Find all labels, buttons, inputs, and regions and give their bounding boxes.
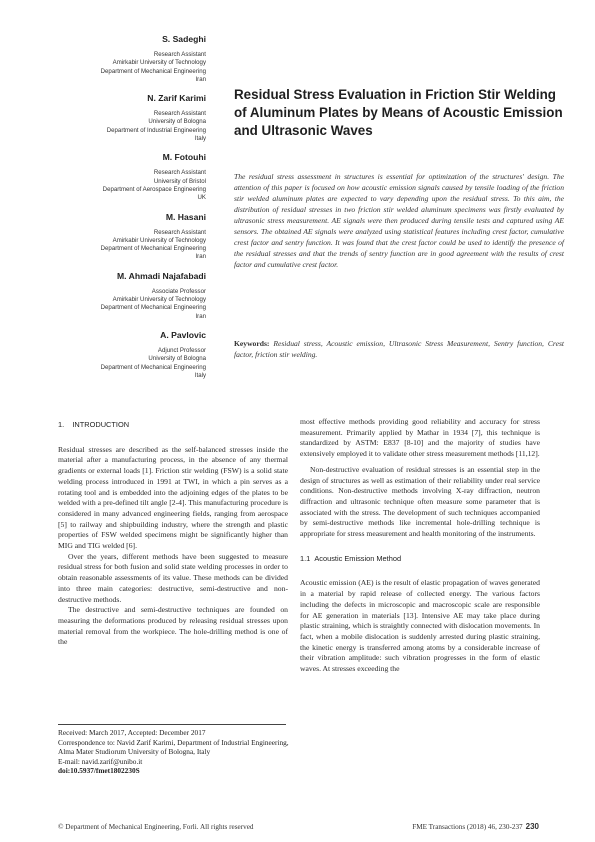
affiliation-line: Research Assistant	[153, 51, 206, 58]
page-number: 230	[525, 822, 539, 831]
author-name: M. Fotouhi	[162, 152, 206, 163]
section-heading: 1. INTRODUCTION	[58, 420, 130, 429]
affiliation-line: University of Bristol	[153, 177, 206, 185]
keywords	[234, 338, 564, 360]
author-affiliation	[40, 288, 206, 321]
paragraph: Residual stresses are described as the self-balanced stresses inside the material after a manufacturing process, in the absence of any thermal gradients or external loads [1]. Friction stir welding (FSW) is a solid state welding process introduced in 1991 at TWI, in which a pin serves as a rotating tool and is embedded into the adjoining edges of the plates to be welded with a pre-defined tilt angle [2-4]. This manufacturing procedure is considered in many advanced engineering fields, ranging from aerospace [5] to railway and shipbuilding industry, where the strength and plastic properties of FSW welded specimens might be significantly higher than MIG and TIG welded [6].	[58, 444, 288, 551]
body-column-right	[300, 417, 540, 675]
journal-citation: FME Transactions (2018) 46, 230-237	[412, 823, 523, 831]
author-block	[40, 34, 206, 84]
author-block	[40, 330, 206, 380]
subsection-heading: 1.1 Acoustic Emission Method	[300, 553, 402, 563]
affiliation-line: Research Assistant	[153, 228, 206, 236]
affiliation-line: UK	[197, 194, 206, 202]
affiliation-line: Amirkabir University of Technology	[112, 296, 206, 304]
author-name: M. Hasani	[165, 211, 206, 222]
affiliation-line: University of Bologna	[148, 355, 206, 363]
author-affiliation	[40, 110, 206, 143]
doi: doi:10.5937/fmet1802230S	[58, 766, 140, 776]
affiliation-line: Iran	[195, 75, 206, 83]
affiliation-line: University of Bologna	[148, 118, 206, 126]
affiliation-line: Italy	[194, 135, 206, 143]
author-affiliation	[40, 347, 206, 380]
body-column-left	[58, 417, 288, 648]
footnote	[58, 728, 298, 776]
paragraph: The destructive and semi-destructive techniques are founded on measuring the deformations produced by releasing residual stresses upon material removal from the workpiece. The hole-drilling method is one of the	[58, 605, 288, 647]
author-affiliation	[40, 169, 206, 202]
correspondence: Correspondence to: Navid Zarif Karimi, Department of Industrial Engineering, Alma Mater Studiorum University of Bologna, Italy	[58, 737, 289, 757]
affiliation-line: Amirkabir University of Technology	[112, 236, 206, 244]
keywords-text: Residual stress, Acoustic emission, Ultrasonic Stress Measurement, Sentry function, Crest factor, friction stir welding.	[234, 339, 565, 359]
author-name: A. Pavlovic	[160, 329, 206, 340]
received-date: Received: March 2017, Accepted: December 2017	[58, 728, 206, 737]
author-name: N. Zarif Karimi	[147, 93, 206, 104]
paragraph: Over the years, different methods have been suggested to measure residual stress for both fusion and solid state welding processes in order to obtain reasonable assessments of its value. These methods can be divided into three main categories: destructive, semi-destructive and non-destructive methods.	[58, 551, 288, 604]
paragraph: Acoustic emission (AE) is the result of elastic propagation of waves generated in a material by rapid release of collected energy. The various factors including the defects in microscopic and macroscopic scale are responsible for AE generation in materials [13]. Intensive AE may take place during plastic straining, which is straightly connected with dislocation movements. In fact, when a mobile dislocation is suddenly arrested during plastic straining, the kinetic energy is transferred among atoms by a considerable increase of their vibration amplitude: such vibration progresses in the form of elastic waves. At stresses exceeding the	[300, 578, 540, 674]
author-block	[40, 93, 206, 143]
paragraph: most effective methods providing good reliability and accuracy for stress measurement. Primarily applied by Mathar in 1934 [7], this technique is standardized by ASTM: E837 [8-10] and the majority of studies have extensively employed it to validate other stress measurement methods [11,12].	[300, 417, 540, 459]
affiliation-line: Italy	[194, 371, 206, 379]
email: E-mail: navid.zarif@unibo.it	[58, 756, 143, 766]
affiliation-line: Associate Professor	[151, 287, 206, 295]
author-name: S. Sadeghi	[162, 34, 206, 44]
affiliation-line: Amirkabir University of Technology	[112, 59, 206, 67]
author-block	[40, 212, 206, 262]
affiliation-line: Department of Industrial Engineering	[106, 126, 206, 134]
copyright-notice: © Department of Mechanical Engineering, Forli. All rights reserved	[58, 823, 254, 831]
affiliation-line: Department of Mechanical Engineering	[100, 304, 206, 312]
affiliation-line: Iran	[195, 253, 206, 261]
affiliation-line: Department of Mechanical Engineering	[100, 245, 206, 253]
affiliation-line: Iran	[195, 312, 206, 320]
author-affiliation	[40, 51, 206, 84]
affiliation-line: Department of Mechanical Engineering	[100, 67, 206, 75]
journal-footer	[412, 822, 539, 831]
paper-title: Residual Stress Evaluation in Friction Stir Welding of Aluminum Plates by Means of Acoustic Emission and Ultrasonic Waves	[234, 87, 563, 138]
author-list	[40, 34, 206, 389]
keywords-label: Keywords:	[234, 339, 270, 348]
affiliation-line: Department of Mechanical Engineering	[100, 363, 206, 371]
abstract: The residual stress assessment in structures is essential for optimization of the structures' design. The attention of this paper is focused on how acoustic emission signals caused by tensile loading of the friction stir welded aluminum plates are expected to vary depending upon the residual stress. To this aim, the distribution of residual stresses in two friction stir welded aluminum specimens was firstly evaluated by ultrasonic stress measurement. AE signals were then produced during tensile tests and captured using AE sensors. The obtained AE signals were analyzed using statistical features including crest factor, cumulative crest factor and sentry function. It was found that the crest factor could be used to identify the presence of the residual stresses and that the trends of sentry function are in good agreement with the results of crest factor and cumulative crest factor.	[234, 172, 564, 269]
affiliation-line: Adjunct Professor	[157, 346, 206, 354]
affiliation-line: Research Assistant	[153, 110, 206, 118]
paragraph: Non-destructive evaluation of residual stresses is an essential step in the design of structures as well as estimation of their reliability under real service conditions. Non-destructive methods involving X-ray diffraction, neutron diffraction and ultrasonic technique often measure some parameter that is associated with the stress. The development of such techniques accompanied by semi-destructive methods like incremental hole-drilling technique is appropriate for stress measurement and health monitoring of the instruments.	[300, 464, 540, 539]
affiliation-line: Department of Aerospace Engineering	[102, 185, 206, 193]
affiliation-line: Research Assistant	[153, 169, 206, 177]
footnote-divider	[58, 724, 286, 725]
author-block	[40, 271, 206, 321]
author-affiliation	[40, 229, 206, 262]
author-block	[40, 152, 206, 202]
author-name: M. Ahmadi Najafabadi	[117, 270, 206, 281]
